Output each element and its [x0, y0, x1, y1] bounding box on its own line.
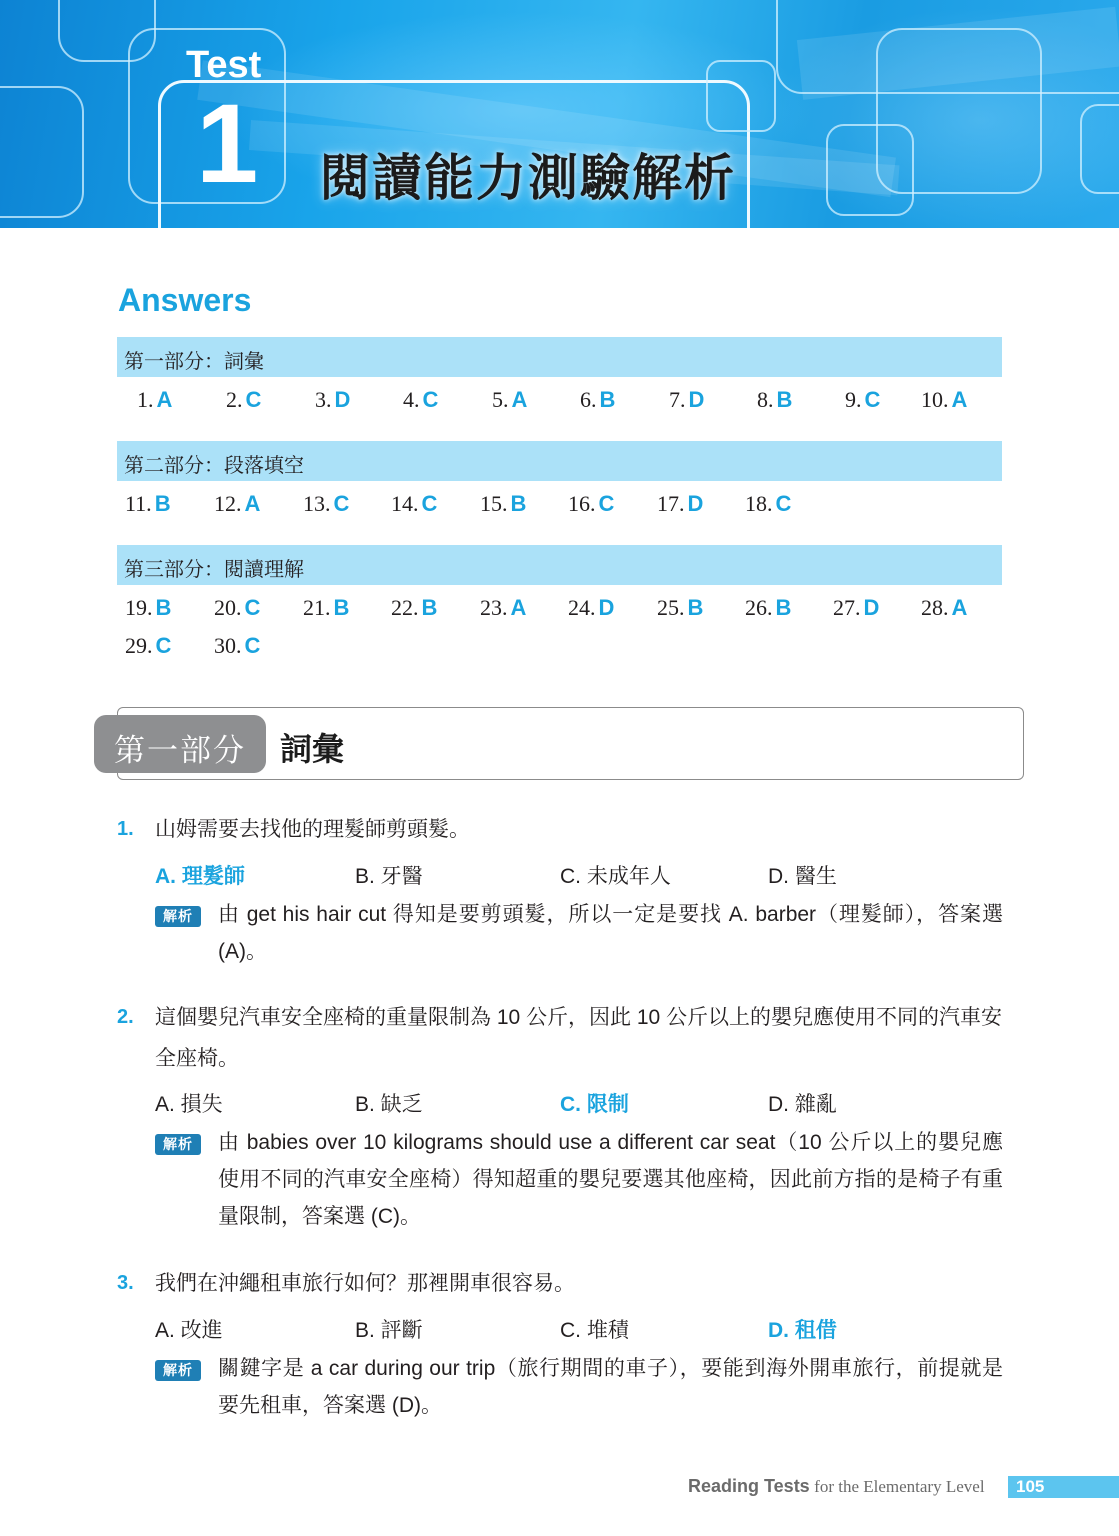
question-text: 我們在沖繩租車旅行如何？那裡開車很容易。 [155, 1272, 575, 1295]
answer-letter: A [951, 595, 968, 620]
answer-number: 13. [303, 491, 331, 516]
answer-item [125, 595, 171, 621]
answer-number: 5. [492, 387, 509, 412]
question-text: 這個嬰兒汽車安全座椅的重量限制為 10 公斤，因此 10 公斤以上的嬰兒應使用不同的汽車安全座椅。 [155, 1006, 1003, 1070]
answer-letter: B [510, 491, 527, 516]
chapter-banner [0, 0, 1119, 228]
answer-item [303, 491, 349, 517]
footer-title-bold: Reading Tests [688, 1476, 810, 1496]
answer-number: 14. [391, 491, 419, 516]
answer-number: 7. [669, 387, 686, 412]
answer-number: 22. [391, 595, 419, 620]
answer-letter: C [422, 387, 439, 412]
answer-item [657, 595, 703, 621]
answer-letter: A [156, 387, 173, 412]
answer-number: 27. [833, 595, 861, 620]
explanation-badge: 解析 [155, 1360, 201, 1381]
answer-row [117, 491, 1002, 521]
answer-letter: C [421, 491, 438, 516]
answer-letter: B [776, 387, 793, 412]
answer-letter: A [244, 491, 261, 516]
answer-letter: C [775, 491, 792, 516]
answer-number: 10. [921, 387, 949, 412]
answer-number: 26. [745, 595, 773, 620]
answer-item [137, 387, 172, 413]
answer-item [480, 595, 526, 621]
answer-item [214, 595, 260, 621]
answer-row [117, 633, 1002, 663]
answer-item [580, 387, 615, 413]
answer-letter: D [687, 491, 704, 516]
answer-item [657, 491, 703, 517]
answer-item [226, 387, 261, 413]
answer-letter: B [155, 595, 172, 620]
answer-item [921, 595, 967, 621]
footer-title-rest: for the Elementary Level [814, 1477, 985, 1496]
option-c: C. 限制 [560, 1093, 629, 1116]
answer-part-header [117, 545, 1002, 585]
answer-number: 28. [921, 595, 949, 620]
answer-number: 18. [745, 491, 773, 516]
answer-letter: B [775, 595, 792, 620]
explanation-badge: 解析 [155, 1134, 201, 1155]
option-b: B. 牙醫 [355, 865, 423, 888]
answer-letter: B [333, 595, 350, 620]
banner-frame [0, 86, 84, 218]
answer-number: 20. [214, 595, 242, 620]
running-footer [688, 1476, 985, 1498]
answer-item [921, 387, 967, 413]
answer-number: 12. [214, 491, 242, 516]
answer-number: 3. [315, 387, 332, 412]
answer-number: 15. [480, 491, 508, 516]
option-c: C. 堆積 [560, 1319, 629, 1342]
answer-number: 16. [568, 491, 596, 516]
answer-row [117, 387, 1002, 417]
page-number: 105 [1016, 1477, 1045, 1496]
answer-item [315, 387, 350, 413]
answer-letter: A [510, 595, 527, 620]
answer-item [403, 387, 438, 413]
answer-letter: A [511, 387, 528, 412]
option-c: C. 未成年人 [560, 865, 671, 888]
answer-letter: D [863, 595, 880, 620]
answer-number: 30. [214, 633, 242, 658]
answer-letter: B [687, 595, 704, 620]
answer-item [845, 387, 880, 413]
answer-item [745, 595, 791, 621]
answer-number: 29. [125, 633, 153, 658]
answer-part-label: 第二部分：段落填空 [124, 455, 304, 477]
explanation-text: 由 get his hair cut 得知是要剪頭髮，所以一定是要找 A. barber（理髮師），答案選 (A)。 [218, 903, 1003, 963]
answer-letter: C [333, 491, 350, 516]
answer-item [745, 491, 791, 517]
answer-number: 4. [403, 387, 420, 412]
answer-item [303, 595, 349, 621]
answer-number: 8. [757, 387, 774, 412]
section-tab-label: 第一部分 [114, 733, 246, 768]
answer-item [757, 387, 792, 413]
page-number-box [1008, 1476, 1119, 1498]
option-a: A. 改進 [155, 1319, 223, 1342]
answer-number: 19. [125, 595, 153, 620]
section-tab [94, 715, 266, 773]
banner-frame [706, 60, 776, 132]
option-b: B. 缺乏 [355, 1093, 423, 1116]
answer-number: 2. [226, 387, 243, 412]
answer-letter: C [244, 633, 261, 658]
option-d: D. 醫生 [768, 865, 837, 888]
answer-letter: C [245, 387, 262, 412]
answer-letter: C [598, 491, 615, 516]
answer-item [568, 491, 614, 517]
answer-number: 9. [845, 387, 862, 412]
answer-letter: B [599, 387, 616, 412]
question-number: 1. [117, 818, 134, 840]
question-number: 3. [117, 1272, 134, 1294]
answer-letter: C [864, 387, 881, 412]
explanation-text: 關鍵字是 a car during our trip（旅行期間的車子），要能到海外開車旅行，前提就是要先租車，答案選 (D)。 [218, 1357, 1003, 1417]
answer-item [125, 633, 171, 659]
answer-item [214, 491, 260, 517]
answer-part-label: 第三部分：閱讀理解 [124, 559, 304, 581]
question-text: 山姆需要去找他的理髮師剪頭髮。 [155, 818, 470, 841]
answer-item [391, 491, 437, 517]
options-row [155, 860, 1005, 890]
answer-number: 23. [480, 595, 508, 620]
answer-letter: D [688, 387, 705, 412]
answer-number: 11. [125, 491, 152, 516]
answer-letter: B [421, 595, 438, 620]
answer-number: 21. [303, 595, 331, 620]
answer-item [391, 595, 437, 621]
answer-row [117, 595, 1002, 625]
answer-number: 1. [137, 387, 154, 412]
answer-number: 17. [657, 491, 685, 516]
answer-letter: C [244, 595, 261, 620]
answer-number: 6. [580, 387, 597, 412]
answer-item [214, 633, 260, 659]
answer-number: 24. [568, 595, 596, 620]
answer-item [125, 491, 171, 517]
answer-number: 25. [657, 595, 685, 620]
answer-part-header [117, 441, 1002, 481]
banner-frame [876, 28, 1042, 194]
question-number: 2. [117, 1006, 134, 1028]
answer-letter: B [154, 491, 171, 516]
answer-item [669, 387, 704, 413]
answers-heading: Answers [118, 282, 252, 318]
answer-letter: D [598, 595, 615, 620]
options-row [155, 1314, 1005, 1344]
option-b: B. 評斷 [355, 1319, 423, 1342]
banner-frame [1080, 104, 1119, 194]
answer-item [833, 595, 879, 621]
option-a: A. 理髮師 [155, 865, 245, 888]
answer-part-header [117, 337, 1002, 377]
section-title: 詞彙 [280, 731, 345, 767]
answer-letter: A [951, 387, 968, 412]
option-a: A. 損失 [155, 1093, 223, 1116]
test-number: 1 [196, 81, 259, 206]
explanation-text: 由 babies over 10 kilograms should use a different car seat（10 公斤以上的嬰兒應使用不同的汽車安全座椅）得知超重的嬰兒要選其他座椅，因此前方指的是椅子有重量限制，答案選 (C)。 [218, 1131, 1003, 1228]
answer-part-label: 第一部分：詞彙 [124, 351, 264, 373]
answer-item [568, 595, 614, 621]
options-row [155, 1088, 1005, 1118]
page-title: 閱讀能力測驗解析 [320, 150, 736, 206]
answer-item [480, 491, 526, 517]
explanation-badge: 解析 [155, 906, 201, 927]
answer-letter: D [334, 387, 351, 412]
answer-item [492, 387, 527, 413]
answer-letter: C [155, 633, 172, 658]
test-label: Test [186, 44, 262, 86]
option-d: D. 租借 [768, 1319, 837, 1342]
option-d: D. 雜亂 [768, 1093, 837, 1116]
